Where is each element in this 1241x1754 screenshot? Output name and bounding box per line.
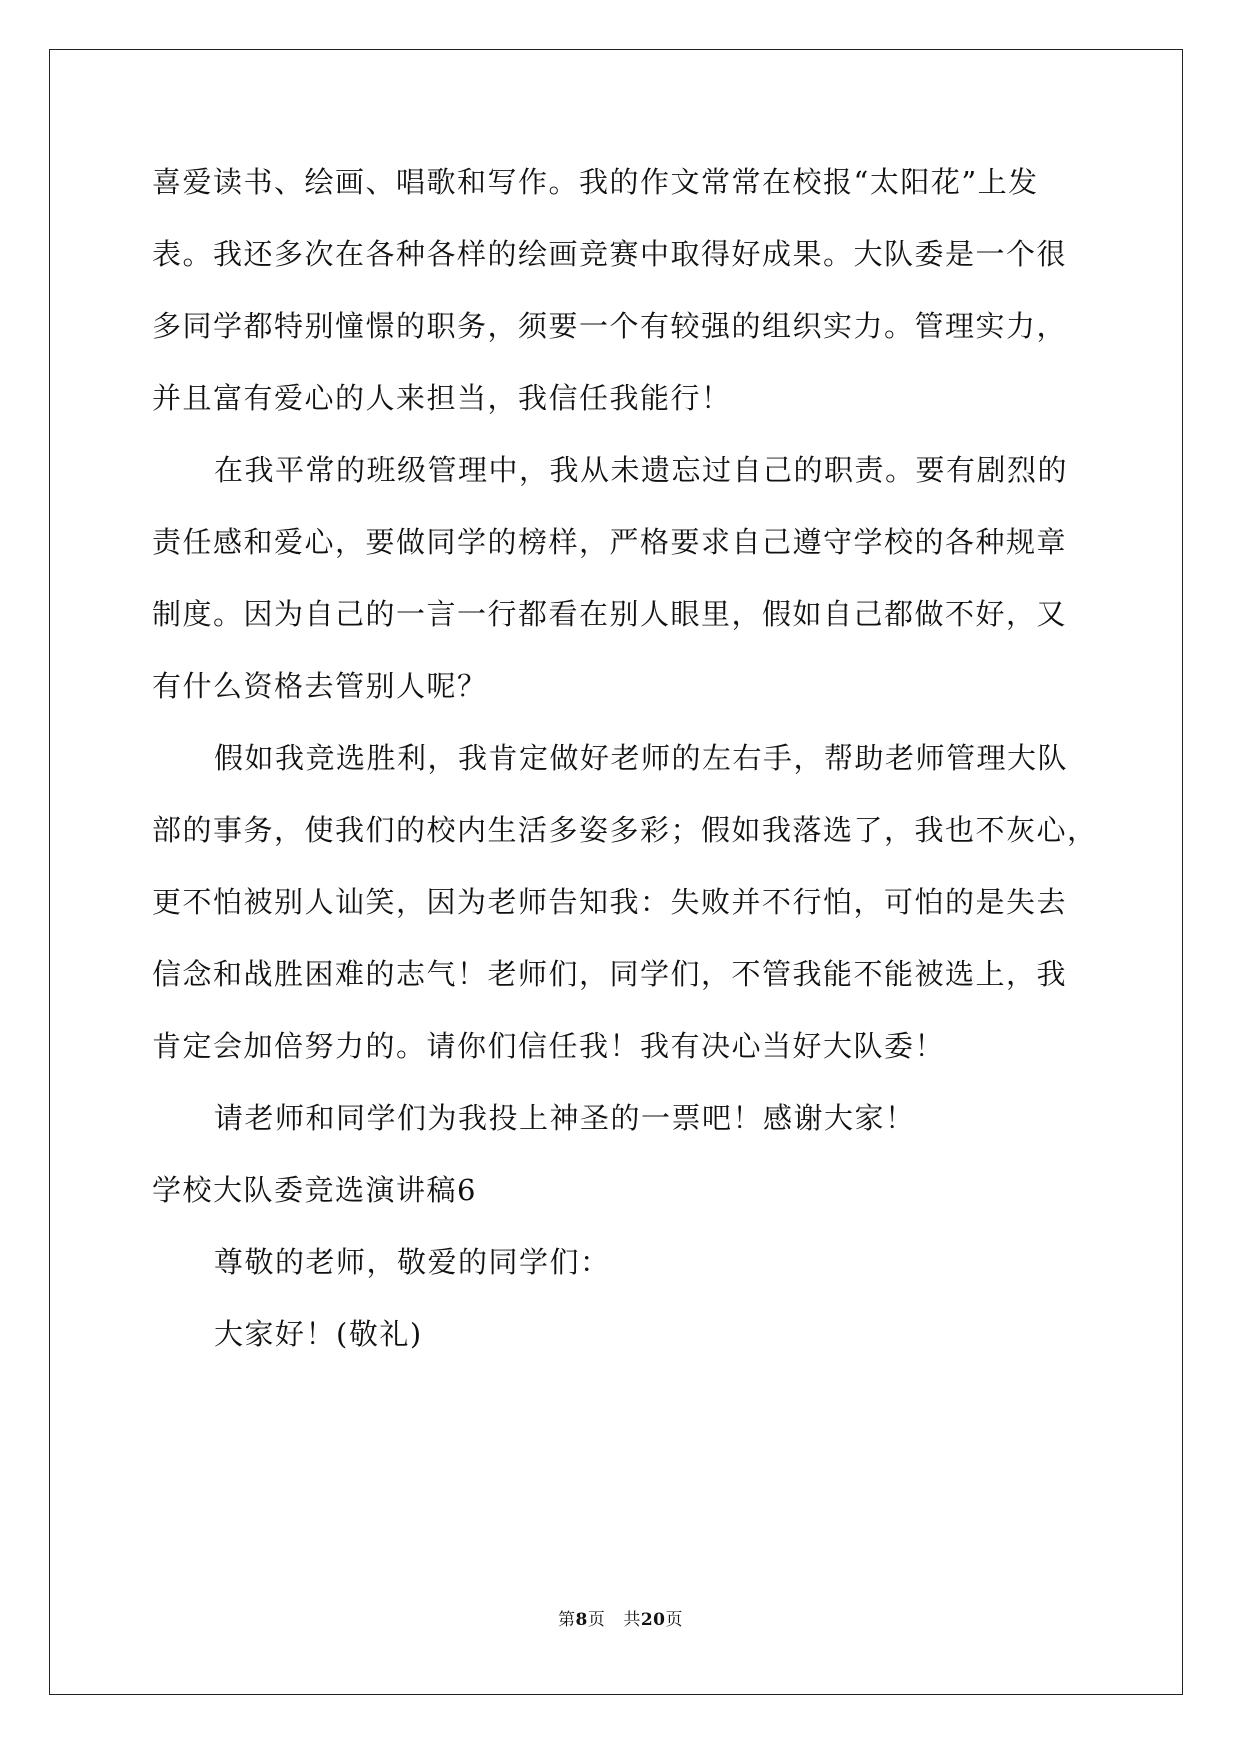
paragraph-line: 责任感和爱心，要做同学的榜样，严格要求自己遵守学校的各种规章 <box>152 525 1068 559</box>
paragraph-line: 有什么资格去管别人呢？ <box>152 669 488 703</box>
paragraph-line: 假如我竞选胜利，我肯定做好老师的左右手，帮助老师管理大队 <box>214 741 1069 775</box>
salutation-line: 尊敬的老师，敬爱的同学们： <box>214 1245 611 1279</box>
paragraph-line: 信念和战胜困难的志气！老师们，同学们，不管我能不能被选上，我 <box>152 957 1068 991</box>
paragraph-line: 肯定会加倍努力的。请你们信任我！我有决心当好大队委！ <box>152 1029 946 1063</box>
current-page-number: 8 <box>575 1610 588 1630</box>
paragraph-line: 部的事务，使我们的校内生活多姿多彩；假如我落选了，我也不灰心， <box>152 813 1098 847</box>
total-suffix: 页 <box>665 1610 683 1630</box>
page-footer <box>0 1605 1241 1630</box>
paragraph-line: 表。我还多次在各种各样的绘画竞赛中取得好成果。大队委是一个很 <box>152 237 1068 271</box>
paragraph-line: 喜爱读书、绘画、唱歌和写作。我的作文常常在校报“太阳花”上发 <box>152 165 1039 199</box>
greeting-line: 大家好！(敬礼) <box>214 1317 423 1351</box>
paragraph-line: 并且富有爱心的人来担当，我信任我能行！ <box>152 381 732 415</box>
page-border <box>49 49 1183 1695</box>
paragraph-line: 在我平常的班级管理中，我从未遗忘过自己的职责。要有剧烈的 <box>214 453 1069 487</box>
page-prefix: 第 <box>557 1610 576 1630</box>
paragraph-line: 更不怕被别人讪笑，因为老师告知我：失败并不行怕，可怕的是失去 <box>152 885 1068 919</box>
paragraph-line: 制度。因为自己的一言一行都看在别人眼里，假如自己都做不好，又 <box>152 597 1068 631</box>
total-page-count: 20 <box>640 1610 666 1630</box>
paragraph-line: 多同学都特别憧憬的职务，须要一个有较强的组织实力。管理实力， <box>152 309 1068 343</box>
total-prefix: 共 <box>623 1610 641 1630</box>
paragraph-line: 请老师和同学们为我投上神圣的一票吧！感谢大家！ <box>214 1101 916 1135</box>
page-suffix: 页 <box>587 1610 606 1630</box>
section-heading: 学校大队委竞选演讲稿6 <box>152 1173 477 1207</box>
